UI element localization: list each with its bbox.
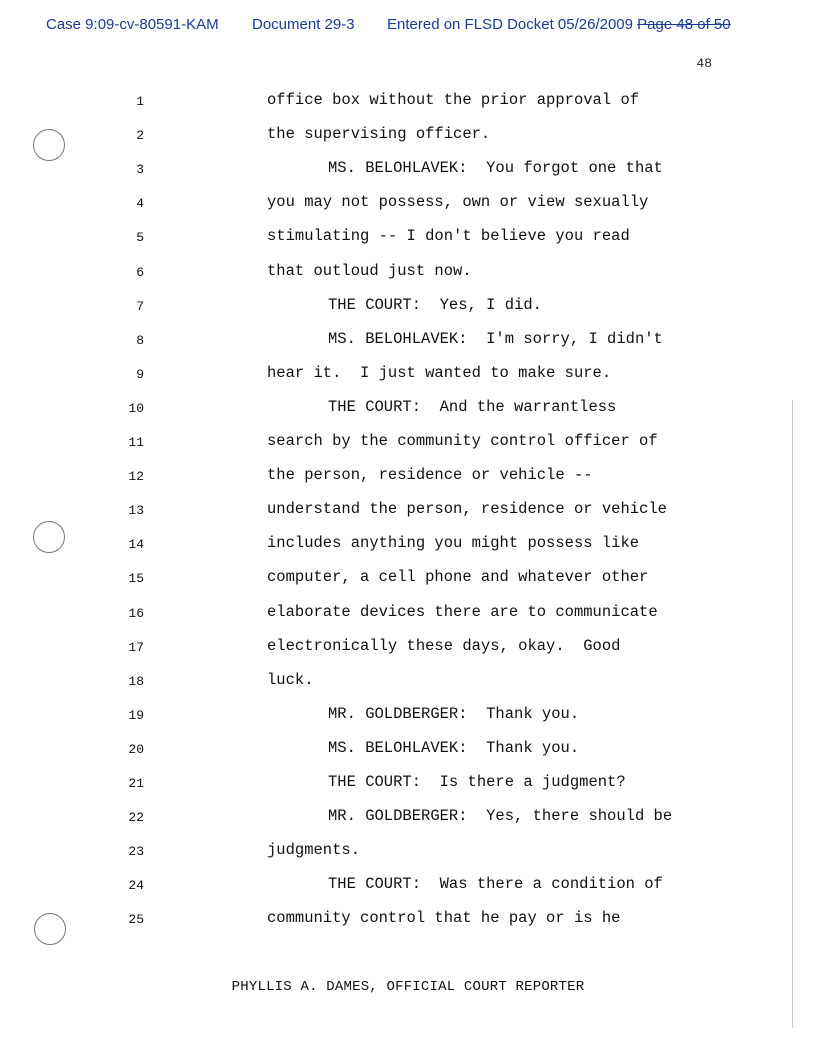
transcript-line xyxy=(0,89,816,123)
line-number: 17 xyxy=(128,639,144,655)
page-edge-line xyxy=(792,400,793,1028)
line-number: 2 xyxy=(136,128,144,144)
line-text: MS. BELOHLAVEK: Thank you. xyxy=(328,738,580,757)
line-number: 21 xyxy=(128,776,144,791)
line-number: 10 xyxy=(128,400,144,416)
line-number: 9 xyxy=(136,366,144,382)
transcript-line xyxy=(0,907,816,941)
line-number: 7 xyxy=(136,298,144,314)
transcript-line xyxy=(0,396,816,430)
page-of-total: Page 48 of 50 xyxy=(637,16,731,33)
line-text: computer, a cell phone and whatever other xyxy=(267,568,649,587)
transcript-line xyxy=(0,532,816,566)
filing-header xyxy=(46,16,786,38)
line-number: 5 xyxy=(136,230,144,246)
transcript-line xyxy=(0,362,816,396)
transcript-line xyxy=(0,294,816,328)
line-text: search by the community control officer of xyxy=(267,432,658,450)
transcript-line xyxy=(0,873,816,907)
line-text: includes anything you might possess like xyxy=(267,534,640,553)
line-text: that outloud just now. xyxy=(267,261,472,280)
line-text: MS. BELOHLAVEK: You forgot one that xyxy=(328,159,663,178)
line-number: 22 xyxy=(128,810,144,826)
line-text: hear it. I just wanted to make sure. xyxy=(267,363,612,382)
transcript-line xyxy=(0,225,816,259)
line-text: THE COURT: And the warrantless xyxy=(328,397,617,416)
line-text: understand the person, residence or vehicle xyxy=(267,500,667,519)
line-text: the supervising officer. xyxy=(267,125,491,144)
line-number: 19 xyxy=(128,707,144,723)
line-number: 14 xyxy=(128,537,144,553)
line-text: stimulating -- I don't believe you read xyxy=(267,227,630,246)
transcript-line xyxy=(0,123,816,157)
line-text: you may not possess, own or view sexually xyxy=(267,193,649,212)
line-text: judgments. xyxy=(267,841,361,860)
transcript-line xyxy=(0,805,816,839)
line-text: elaborate devices there are to communicate xyxy=(267,602,658,621)
line-number: 18 xyxy=(128,673,144,689)
line-text: electronically these days, okay. Good xyxy=(267,636,621,655)
line-text: MR. GOLDBERGER: Yes, there should be xyxy=(328,807,673,826)
transcript-line xyxy=(0,703,816,737)
line-number: 23 xyxy=(128,844,144,860)
line-number: 12 xyxy=(128,469,144,485)
line-number: 24 xyxy=(128,878,144,894)
line-text: the person, residence or vehicle -- xyxy=(267,466,593,485)
line-number: 13 xyxy=(128,503,144,519)
line-text: office box without the prior approval of xyxy=(267,91,640,109)
document-number: Document 29-3 xyxy=(252,16,355,33)
transcript-line xyxy=(0,157,816,191)
line-text: MS. BELOHLAVEK: I'm sorry, I didn't xyxy=(328,329,663,348)
transcript-line xyxy=(0,635,816,669)
transcript-line xyxy=(0,430,816,464)
line-number: 25 xyxy=(128,912,144,928)
line-number: 6 xyxy=(136,264,144,280)
line-number: 8 xyxy=(136,332,144,348)
transcript-line xyxy=(0,771,816,805)
line-number: 11 xyxy=(128,435,144,450)
line-text: THE COURT: Yes, I did. xyxy=(328,295,542,314)
line-number: 16 xyxy=(128,605,144,621)
transcript-line xyxy=(0,601,816,635)
docket-entered-text: Entered on FLSD Docket 05/26/2009 xyxy=(387,16,633,33)
line-number: 3 xyxy=(136,162,144,178)
case-number: Case 9:09-cv-80591-KAM xyxy=(46,16,219,33)
transcript-line xyxy=(0,328,816,362)
court-reporter-footer: PHYLLIS A. DAMES, OFFICIAL COURT REPORTER xyxy=(231,979,585,995)
transcript-line xyxy=(0,839,816,873)
docket-entry xyxy=(387,16,731,33)
line-number: 15 xyxy=(128,571,144,587)
line-text: community control that he pay or is he xyxy=(267,909,621,928)
line-number: 4 xyxy=(136,196,144,212)
transcript-line xyxy=(0,464,816,498)
line-text: THE COURT: Is there a judgment? xyxy=(328,773,626,791)
line-text: luck. xyxy=(267,670,314,689)
transcript-line xyxy=(0,260,816,294)
line-number: 1 xyxy=(136,94,144,109)
transcript-line xyxy=(0,566,816,600)
transcript-line xyxy=(0,737,816,771)
line-number: 20 xyxy=(128,741,144,757)
transcript-page-number: 48 xyxy=(696,56,712,71)
transcript-line xyxy=(0,191,816,225)
line-text: MR. GOLDBERGER: Thank you. xyxy=(328,704,580,723)
transcript-line xyxy=(0,498,816,532)
line-text: THE COURT: Was there a condition of xyxy=(328,875,663,894)
transcript-line xyxy=(0,669,816,703)
